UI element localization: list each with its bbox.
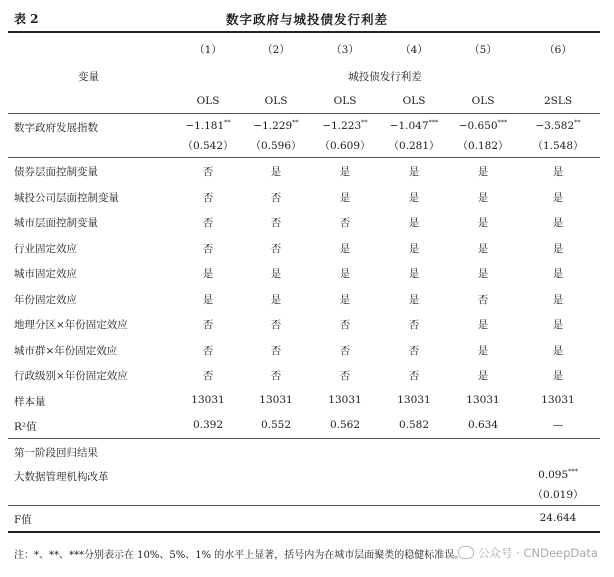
table-cell: 否 (202, 345, 214, 357)
header-rule (8, 113, 600, 114)
table-cell: 是 (552, 345, 564, 357)
row-label: 城市群×年份固定效应 (14, 345, 118, 357)
table-cell: 13031 (328, 394, 362, 406)
table-cell: 否 (270, 345, 282, 357)
table-title: 数字政府与城投债发行利差 (225, 12, 388, 27)
row-label: 城市固定效应 (14, 268, 77, 280)
table-cell: 0.634 (467, 419, 499, 431)
table-cell: 是 (339, 192, 351, 204)
top-rule (8, 31, 600, 33)
coef-cell: −1.229** (253, 118, 299, 132)
table-cell: 是 (339, 243, 351, 255)
table-cell: 是 (202, 268, 214, 280)
method-label: OLS (471, 95, 495, 107)
se-cell: （0.281） (388, 140, 440, 152)
se-cell: （0.182） (457, 140, 509, 152)
f-stat-label: F值 (14, 514, 32, 526)
row-label: 行政级别×年份固定效应 (14, 370, 128, 382)
variable-header: 变量 (78, 71, 99, 83)
table-cell: 是 (552, 217, 564, 229)
method-label: OLS (333, 95, 357, 107)
table-cell: 0.552 (260, 419, 292, 431)
column-number: （5） (469, 44, 497, 56)
method-label: OLS (196, 95, 220, 107)
first-stage-coef: 0.095*** (538, 467, 578, 481)
row-label: 数字政府发展指数 (14, 122, 98, 134)
se-cell: （0.542） (182, 140, 234, 152)
table-label: 表 2 (14, 12, 39, 26)
row-label: 行业固定效应 (14, 243, 77, 255)
table-cell: 是 (408, 192, 420, 204)
table-cell: 13031 (466, 394, 500, 406)
table-cell: 是 (339, 166, 351, 178)
dependent-variable-header: 城投债发行利差 (348, 71, 422, 83)
row-label: 地理分区×年份固定效应 (14, 319, 128, 331)
first-stage-se: （0.019） (532, 489, 584, 501)
table-cell: 是 (408, 268, 420, 280)
main-row-rule (8, 157, 600, 158)
f-stat-rule (8, 505, 600, 506)
table-cell: 否 (270, 370, 282, 382)
table-cell: 是 (477, 345, 489, 357)
table-cell: 0.562 (329, 419, 361, 431)
table-cell: 是 (477, 370, 489, 382)
table-cell: 是 (339, 294, 351, 306)
table-cell: 是 (270, 268, 282, 280)
table-cell: 否 (202, 243, 214, 255)
table-cell: 是 (408, 294, 420, 306)
table-cell: 否 (339, 345, 351, 357)
column-number: （3） (331, 44, 359, 56)
coef-cell: −1.181** (185, 118, 231, 132)
column-number: （4） (400, 44, 428, 56)
table-cell: 否 (202, 319, 214, 331)
column-number: （6） (544, 44, 572, 56)
table-cell: 是 (270, 294, 282, 306)
table-cell: 是 (202, 294, 214, 306)
table-cell: 是 (552, 243, 564, 255)
row-label: 大数据管理机构改革 (14, 471, 109, 483)
table-cell: — (552, 419, 564, 431)
table-cell: 否 (202, 370, 214, 382)
row-label: 城市层面控制变量 (14, 217, 98, 229)
table-cell: 13031 (397, 394, 431, 406)
table-cell: 是 (477, 319, 489, 331)
method-label: 2SLS (543, 95, 573, 107)
table-cell: 是 (477, 192, 489, 204)
table-cell: 是 (552, 268, 564, 280)
table-cell: 是 (270, 166, 282, 178)
table-cell: 否 (202, 192, 214, 204)
row-label: 城投公司层面控制变量 (14, 192, 119, 204)
column-number: （1） (194, 44, 222, 56)
table-cell: 否 (408, 345, 420, 357)
row-label: R²值 (14, 421, 37, 433)
table-cell: 否 (339, 370, 351, 382)
method-label: OLS (402, 95, 426, 107)
table-cell: 否 (202, 166, 214, 178)
first-stage-title: 第一阶段回归结果 (14, 447, 98, 459)
table-cell: 是 (408, 243, 420, 255)
table-cell: 13031 (541, 394, 575, 406)
table-cell: 是 (552, 370, 564, 382)
table-cell: 否 (270, 319, 282, 331)
column-number: （2） (262, 44, 290, 56)
table-cell: 是 (477, 217, 489, 229)
method-label: OLS (264, 95, 288, 107)
f-stat-value: 24.644 (539, 512, 577, 524)
table-cell: 否 (408, 319, 420, 331)
coef-cell: −3.582** (535, 118, 581, 132)
table-cell: 13031 (191, 394, 225, 406)
table-cell: 否 (339, 319, 351, 331)
table-cell: 是 (339, 268, 351, 280)
table-cell: 是 (552, 294, 564, 306)
row-label: 年份固定效应 (14, 294, 77, 306)
table-cell: 否 (339, 217, 351, 229)
table-cell: 否 (270, 243, 282, 255)
table-cell: 是 (477, 166, 489, 178)
bottom-rule (8, 531, 600, 533)
se-cell: （0.596） (250, 140, 302, 152)
table-cell: 否 (477, 294, 489, 306)
table-cell: 是 (477, 268, 489, 280)
table-cell: 是 (552, 192, 564, 204)
table-cell: 是 (552, 319, 564, 331)
table-cell: 是 (408, 166, 420, 178)
wechat-icon (458, 546, 474, 559)
table-cell: 13031 (259, 394, 293, 406)
row-label: 样本量 (14, 396, 46, 408)
table-cell: 否 (270, 217, 282, 229)
table-cell: 否 (202, 217, 214, 229)
first-stage-rule (8, 438, 600, 439)
table-cell: 0.392 (192, 419, 224, 431)
table-cell: 是 (408, 217, 420, 229)
coef-cell: −0.650*** (458, 118, 508, 132)
table-cell: 否 (270, 192, 282, 204)
table-cell: 是 (477, 243, 489, 255)
coef-cell: −1.047*** (389, 118, 439, 132)
table-cell: 否 (408, 370, 420, 382)
se-cell: （1.548） (532, 140, 584, 152)
coef-cell: −1.223** (322, 118, 368, 132)
table-cell: 0.582 (398, 419, 430, 431)
watermark: 公众号 · CNDeepData (458, 545, 598, 561)
table-cell: 是 (552, 166, 564, 178)
se-cell: （0.609） (319, 140, 371, 152)
row-label: 债券层面控制变量 (14, 166, 98, 178)
table-note: 注：*、**、***分别表示在 10%、5%、1% 的水平上显著，括号内为在城市层面聚类的稳健标准误。 (14, 550, 465, 561)
